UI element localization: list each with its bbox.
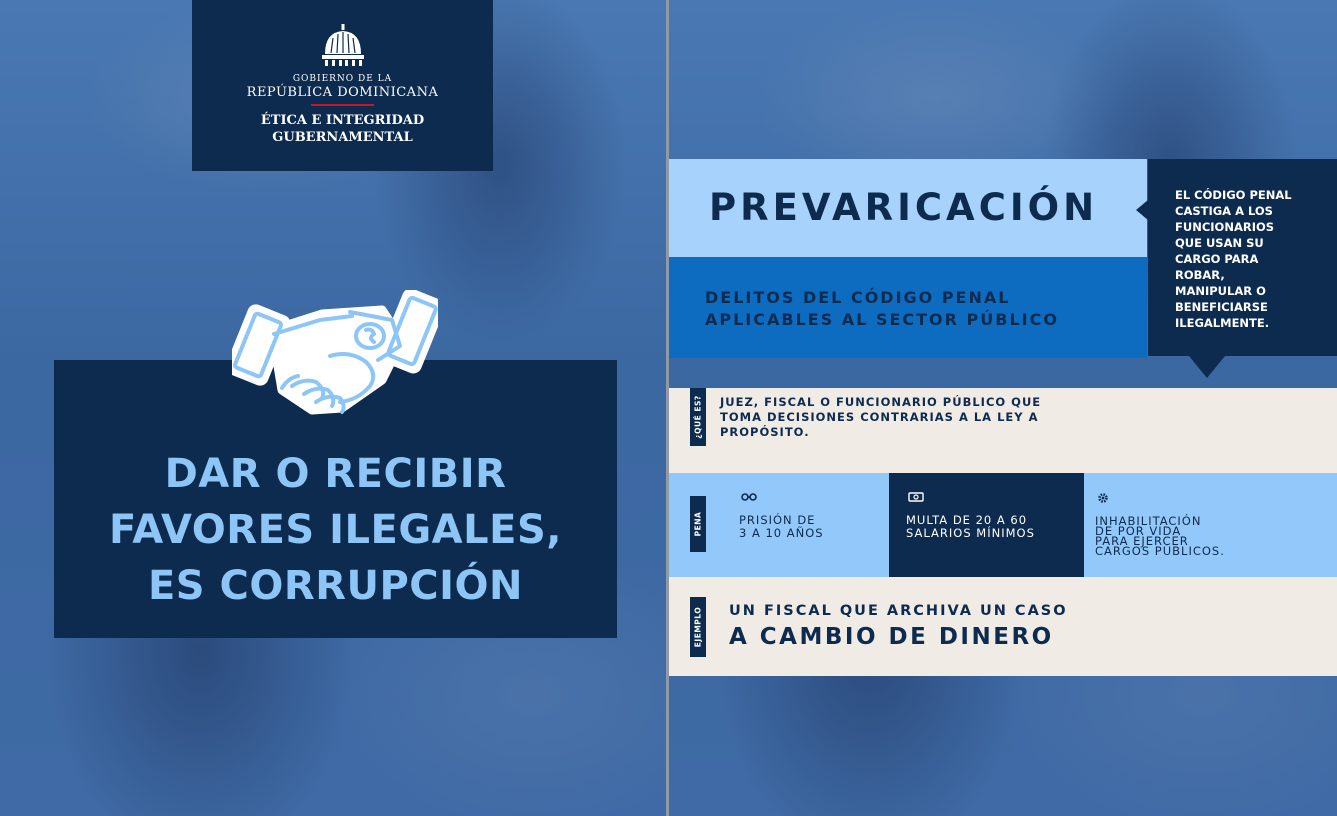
bubble-tail-left	[1136, 200, 1148, 220]
subtitle: DELITOS DEL CÓDIGO PENAL APLICABLES AL SECTOR PÚBLICO	[705, 288, 1059, 329]
pena-tag: PENA	[690, 496, 706, 552]
que-es-text: JUEZ, FISCAL O FUNCIONARIO PÚBLICO QUE TOMA DECISIONES CONTRARIAS A LA LEY A PROPÓSITO.	[720, 395, 1042, 439]
money-bill-icon	[908, 491, 924, 503]
logo-line-2: REPÚBLICA DOMINICANA	[246, 85, 439, 100]
logo-line-3: ÉTICA E INTEGRIDAD GUBERNAMENTAL	[260, 113, 425, 145]
info-bubble	[1148, 159, 1337, 356]
headline: DAR O RECIBIR FAVORES ILEGALES, ES CORRUPCIÓN	[109, 451, 562, 609]
info-bubble-text: EL CÓDIGO PENAL CASTIGA A LOS FUNCIONARIOS QUE USAN SU CARGO PARA ROBAR, MANIPULAR O BENEFICIARSE ILEGALMENTE.	[1175, 188, 1292, 330]
dome-seal-icon	[319, 24, 367, 68]
pena-item-text: INHABILITACIÓN DE POR VIDA PARA EJERCER CARGOS PÚBLICOS.	[1095, 514, 1225, 558]
ejemplo-tag: EJEMPLO	[690, 597, 706, 657]
ejemplo-line-1: UN FISCAL QUE ARCHIVA UN CASO	[729, 603, 1068, 619]
pena-item-prision	[709, 473, 889, 577]
pena-item-inhabilitacion	[1084, 473, 1337, 577]
handshake-money-icon	[232, 290, 438, 426]
gear-icon	[1096, 491, 1110, 505]
bubble-tail-down	[1189, 356, 1225, 378]
logo-line-1: GOBIERNO DE LA	[292, 74, 393, 84]
pena-item-text: PRISIÓN DE 3 A 10 AÑOS	[739, 513, 824, 540]
left-panel	[0, 0, 666, 816]
logo-red-rule	[311, 104, 374, 106]
que-es-tag: ¿QUÉ ES?	[690, 388, 706, 446]
handcuffs-icon	[741, 491, 757, 503]
page-title: PREVARICACIÓN	[709, 186, 1099, 229]
government-logo	[192, 0, 493, 171]
right-panel	[669, 0, 1337, 816]
ejemplo-line-2: A CAMBIO DE DINERO	[729, 624, 1054, 650]
pena-item-multa	[889, 473, 1084, 577]
pena-item-text: MULTA DE 20 A 60 SALARIOS MÍNIMOS	[906, 513, 1035, 540]
